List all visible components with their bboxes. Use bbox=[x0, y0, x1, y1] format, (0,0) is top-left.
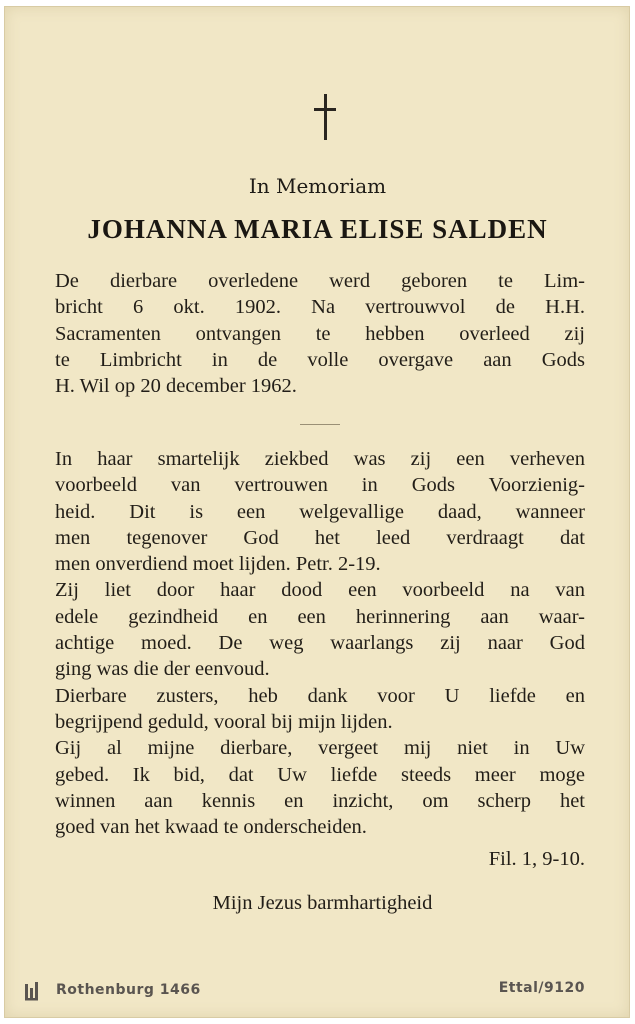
text-line: achtige moed. De weg waarlangs zij naar God bbox=[55, 632, 585, 655]
text-line: In haar smartelijk ziekbed was zij een verheven bbox=[55, 448, 585, 470]
text-line: Gij al mijne dierbare, vergeet mij niet in Uw bbox=[55, 737, 585, 760]
text-line: goed van het kwaad te onderscheiden. bbox=[55, 816, 367, 839]
text-line: edele gezindheid en een herinnering aan waar- bbox=[55, 605, 585, 628]
text-line: H. Wil op 20 december 1962. bbox=[55, 375, 297, 398]
deceased-name: JOHANNA MARIA ELISE SALDEN bbox=[87, 214, 548, 244]
paragraph-birth-death bbox=[55, 268, 585, 399]
text-line: begrijpend geduld, vooral bij mijn lijden. bbox=[55, 710, 393, 733]
text-line: heid. Dit is een welgevallige daad, wanneer bbox=[55, 500, 585, 523]
text-line: Zij liet door haar dood een voorbeeld na van bbox=[55, 579, 585, 602]
text-line: Sacramenten ontvangen te hebben overleed zij bbox=[55, 322, 585, 345]
text-line: te Limbricht in de volle overgave aan Gods bbox=[55, 348, 585, 371]
printer-logo-icon bbox=[24, 982, 40, 1002]
closing-prayer: Mijn Jezus barmhartigheid bbox=[212, 892, 433, 914]
print-code: Ettal/9120 bbox=[498, 980, 585, 996]
text-line: ging was die der eenvoud. bbox=[55, 658, 270, 681]
text-line: Dierbare zusters, heb dank voor U liefde en bbox=[55, 684, 585, 707]
text-line: winnen aan kennis en inzicht, om scherp het bbox=[55, 789, 585, 812]
printer-imprint: Rothenburg 1466 bbox=[56, 982, 201, 998]
text-line: men tegenover God het leed verdraagt dat bbox=[55, 526, 585, 549]
cross-icon bbox=[312, 94, 340, 142]
text-line: De dierbare overledene werd geboren te Lim- bbox=[55, 270, 585, 292]
heading: In Memoriam bbox=[248, 174, 387, 198]
paragraph-tribute bbox=[55, 446, 585, 840]
text-line: voorbeeld van vertrouwen in Gods Voorzienig- bbox=[55, 474, 585, 497]
divider bbox=[300, 424, 340, 425]
scripture-reference: Fil. 1, 9-10. bbox=[488, 848, 585, 870]
text-line: men onverdiend moet lijden. Petr. 2-19. bbox=[55, 553, 381, 576]
text-line: bricht 6 okt. 1902. Na vertrouwvol de H.H. bbox=[55, 296, 585, 319]
text-line: gebed. Ik bid, dat Uw liefde steeds meer moge bbox=[55, 763, 585, 786]
